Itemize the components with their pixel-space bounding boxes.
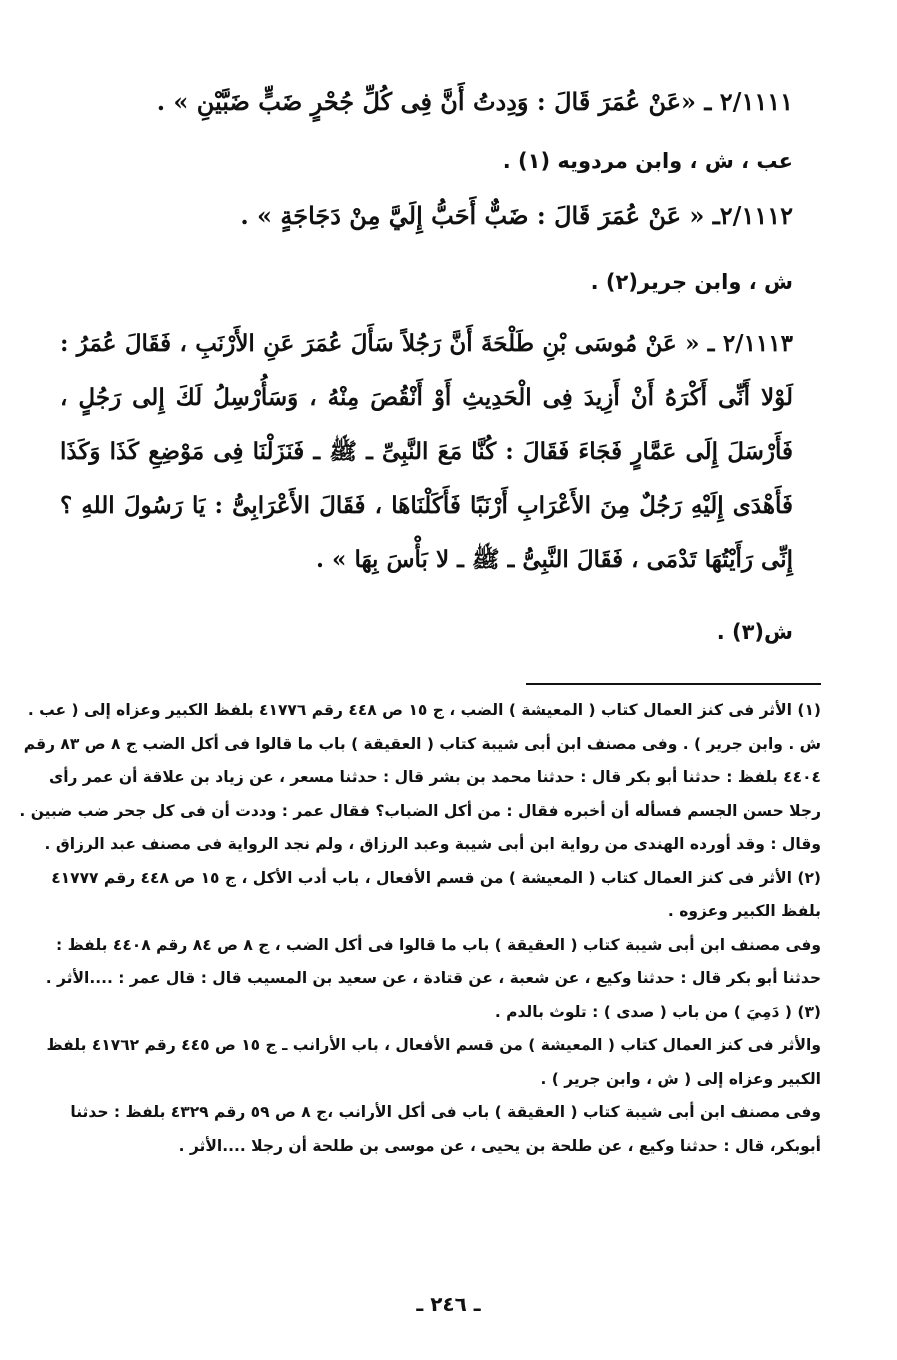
footnotes bbox=[19, 694, 821, 1163]
footnote-line: وقال : وقد أورده الهندى من رواية ابن أبى شيبة وعبد الرزاق ، ولم نجد الرواية فى مصنف عبد الرزاق . bbox=[44, 835, 821, 853]
footnote-line: حدثنا أبو بكر قال : حدثنا وكيع ، عن شعبة ، عن قتادة ، عن سعيد بن المسيب قال : قال عمر : ....الأثر . bbox=[45, 969, 821, 987]
footnote-line: وفى مصنف ابن أبى شيبة كتاب ( العقيقة ) باب فى أكل الأرانب ،ج ٨ ص ٥٩ رقم ٤٣٢٩ بلفظ : حدثنا bbox=[70, 1103, 821, 1121]
footnote-line: ش . وابن جرير ) . وفى مصنف ابن أبى شيبة كتاب ( العقيقة ) باب ما قالوا فى أكل الضب ج ٨ ص ٨٣ رقم bbox=[23, 734, 821, 753]
hadith-1111: ٢/١١١١ ـ «عَنْ عُمَرَ قَالَ : وَدِدتُ أَنَّ فِى كُلِّ جُحْرٍ ضَبٍّ ضَبَّيْنِ » . bbox=[156, 87, 793, 116]
footnote-line: والأثر فى كنز العمال كتاب ( المعيشة ) من قسم الأفعال ، باب الأرانب ـ ج ١٥ ص ٤٤٥ رقم ٤١٧٦٢ بلفظ bbox=[46, 1036, 821, 1054]
footnote-line: أبوبكر، قال : حدثنا وكيع ، عن طلحة بن يحيى ، عن موسى بن طلحة أن رجلا ....الأثر . bbox=[178, 1136, 821, 1155]
reference-1111: عب ، ش ، وابن مردويه (١) . bbox=[502, 149, 793, 173]
footnote-line: رجلا حسن الجسم فسأله أن أخبره فقال : من أكل الضباب؟ فقال عمر : وددت أن فى كل جحر ضب ضبين . bbox=[19, 801, 821, 820]
footnote-line: (٢) الأثر فى كنز العمال كتاب ( المعيشة ) من قسم الأفعال ، باب أدب الأكل ، ج ١٥ ص ٤٤٨ رقم ٤١٧٧٧ bbox=[51, 868, 821, 887]
reference-1112: ش ، وابن جرير(٢) . bbox=[590, 270, 793, 294]
footnote-line: الكبير وعزاه إلى ( ش ، وابن جرير ) . bbox=[540, 1069, 821, 1088]
hadith-1113: ٢/١١١٣ ـ « عَنْ مُوسَى بْنِ طَلْحَةَ أَنَّ رَجُلاً سَأَلَ عُمَرَ عَنِ الأَرْنَبِ ، فَقَالَ عُمَرُ : لَوْلا أَنِّى أَكْرَهُ أَنْ أَزِيدَ فِى الْحَدِيثِ أَوْ أَنْقُصَ مِنْهُ ، وَسَأُرْسِلُ لَكَ إِلى رَجُلٍ ، فَأَرْسَلَ إِلَى عَمَّارٍ فَجَاءَ فَقَالَ : كُنَّا مَعَ النَّبِىِّ ـ ﷺ ـ فَنَزَلْنَا فِى مَوْضِعِ كَذَا وَكَذَا فَأَهْدَى إِلَيْهِ رَجُلٌ مِنَ الأَعْرَابِ أَرْنَبًا فَأَكَلْنَاهَا ، فَقَالَ الأَعْرَابِىُّ : يَا رَسُولَ اللهِ ؟ إِنِّى رَأَيْتُهَا تَدْمَى ، فَقَالَ النَّبِىُّ ـ ﷺ ـ لا بَأْسَ بِهَا » . bbox=[60, 330, 793, 573]
footnote-line: (٣) ( دَمِيَ ) من باب ( صدى ) : تلوث بالدم . bbox=[494, 1002, 821, 1021]
footnote-line: ٤٤٠٤ بلفظ : حدثنا أبو بكر قال : حدثنا محمد بن بشر قال : حدثنا مسعر ، عن زياد بن علاقة أن عمر رأى bbox=[49, 768, 821, 786]
reference-1113: ش(٣) . bbox=[716, 620, 793, 644]
hadith-1112: ٢/١١١٢ـ « عَنْ عُمَرَ قَالَ : ضَبٌّ أَحَبُّ إِلَيَّ مِنْ دَجَاجَةٍ » . bbox=[240, 201, 793, 230]
page-number: ـ ٢٤٦ ـ bbox=[416, 1292, 481, 1316]
footnote-line: وفى مصنف ابن أبى شيبة كتاب ( العقيقة ) باب ما قالوا فى أكل الضب ، ج ٨ ص ٨٤ رقم ٤٤٠٨ بلفظ : bbox=[55, 935, 821, 954]
footnote-divider bbox=[526, 683, 821, 685]
footnote-line: بلفظ الكبير وعزوه . bbox=[667, 902, 821, 920]
footnote-line: (١) الأثر فى كنز العمال كتاب ( المعيشة ) الضب ، ج ١٥ ص ٤٤٨ رقم ٤١٧٧٦ بلفظ الكبير وعزاه إلى ( عب . bbox=[27, 701, 821, 719]
